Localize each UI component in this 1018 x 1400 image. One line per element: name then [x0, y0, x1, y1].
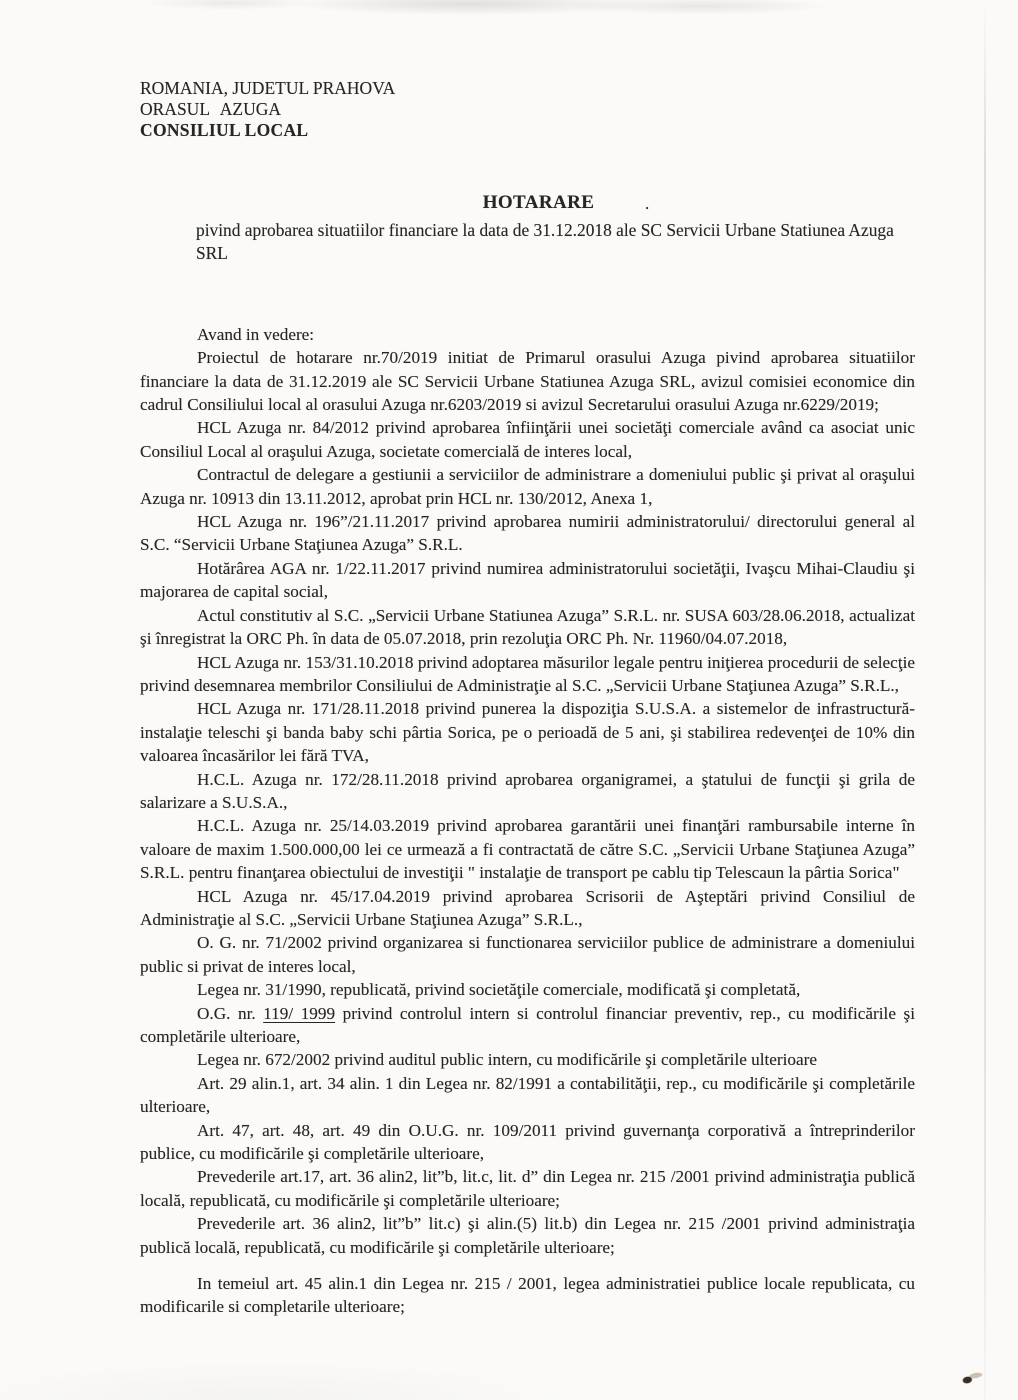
document-content	[140, 78, 915, 1319]
document-title-row	[140, 192, 915, 218]
body-paragraph: HCL Azuga nr. 171/28.11.2018 privind punerea la dispoziţia S.U.S.A. a sistemelor de infrastructură-instalaţie teleschi şi banda baby schi pârtia Sorica, pe o perioadă de 5 ani, şi stabilirea redevenţei de 10% din valoarea încasărilor lei fără TVA,	[140, 699, 915, 766]
body-paragraph: O. G. nr. 71/2002 privind organizarea si functionarea serviciilor publice de administrare a domeniului public si privat de interes local,	[140, 933, 915, 976]
og119-suffix: privind controlul intern si controlul financiar preventiv, rep., cu modificările şi completările ulterioare,	[140, 1003, 915, 1046]
body-paragraph: Legea nr. 31/1990, republicată, privind societăţile comerciale, modificată şi completată,	[197, 980, 801, 1000]
body-paragraph: Actul constitutiv al S.C. „Servicii Urbane Statiunea Azuga” S.R.L. nr. SUSA 603/28.06.2018, actualizat şi înregistrat la ORC Ph. în data de 05.07.2018, prin rezoluţia ORC Ph. Nr. 11960/04.07.2018,	[140, 605, 915, 649]
closing-paragraph: In temeiul art. 45 alin.1 din Legea nr. 215 / 2001, legea administratiei publice locale republicata, cu modificarile si completarile ulterioare;	[140, 1274, 915, 1317]
body-paragraph: Proiectul de hotarare nr.70/2019 initiat de Primarul orasului Azuga pivind aprobarea situatiilor financiare la data de 31.12.2019 ale SC Servicii Urbane Statiunea Azuga SRL, avizul comisiei economice din cadrul Consiliului local al orasului Azuga nr.6203/2019 si avizul Secretarului orasului Azuga nr.6229/2019;	[140, 348, 915, 415]
header-council-line: CONSILIUL LOCAL	[140, 120, 309, 140]
body-paragraph: Prevederile art.17, art. 36 alin2, lit”b, lit.c, lit. d” din Legea nr. 215 /2001 privind administraţia publică locală, republicată, cu modificările şi completările ulterioare;	[140, 1167, 915, 1210]
body-paragraph: H.C.L. Azuga nr. 172/28.11.2018 privind aprobarea organigramei, a ştatului de funcţii şi grila de salarizare a S.U.S.A.,	[140, 769, 915, 812]
body-paragraph: Art. 29 alin.1, art. 34 alin. 1 din Legea nr. 82/1991 a contabilităţii, rep., cu modificările şi completările ulterioare,	[140, 1073, 915, 1117]
og119-prefix: O.G. nr.	[197, 1003, 264, 1023]
header-city-line: ORASUL AZUGA	[140, 99, 282, 119]
body-paragraph-og119	[140, 1002, 915, 1049]
document-header	[140, 78, 915, 141]
body-paragraph: Prevederile art. 36 alin2, lit”b” lit.c) şi alin.(5) lit.b) din Legea nr. 215 /2001 privind administraţia publică locală, republicată, cu modificările şi completările ulterioare;	[140, 1214, 915, 1257]
scan-crease-line	[984, 0, 986, 1400]
body-paragraph: HCL Azuga nr. 84/2012 privind aprobarea înfiinţării unei societăţi comerciale având ca asociat unic Consiliul Local al oraşului Azuga, societate comercială de interes local,	[140, 418, 915, 461]
body-paragraph: HCL Azuga nr. 45/17.04.2019 privind aprobarea Scrisorii de Aşteptări privind Consiliul de Administraţie al S.C. „Servicii Urbane Staţiunea Azuga” S.R.L.,	[140, 886, 915, 929]
body-paragraph: Contractul de delegare a gestiunii a serviciilor de administrare a domeniului public şi privat al oraşului Azuga nr. 10913 din 13.11.2012, aprobat prin HCL nr. 130/2012, Anexa 1,	[140, 465, 915, 508]
title-stray-dot: .	[645, 194, 650, 213]
document-body	[140, 323, 915, 1319]
body-paragraph: HCL Azuga nr. 196”/21.11.2017 privind aprobarea numirii administratorului/ directorului general al S.C. “Servicii Urbane Staţiunea Azuga” S.R.L.	[140, 512, 915, 555]
body-paragraph: HCL Azuga nr. 153/31.10.2018 privind adoptarea măsurilor legale pentru iniţierea procedurii de selecţie privind desemnarea membrilor Consiliului de Administraţie al S.C. „Servicii Urbane Staţiunea Azuga” S.R.L.,	[140, 652, 915, 695]
body-paragraph: Legea nr. 672/2002 privind auditul public intern, cu modificările şi completările ulterioare	[197, 1050, 817, 1070]
preamble-heading: Avand in vedere:	[197, 324, 315, 344]
document-title: HOTARARE	[482, 192, 595, 213]
body-paragraph: Art. 47, art. 48, art. 49 din O.U.G. nr. 109/2011 privind guvernanţa corporativă a întreprinderilor publice, cu modificările şi completările ulterioare,	[140, 1120, 915, 1164]
body-paragraph: H.C.L. Azuga nr. 25/14.03.2019 privind aprobarea garantării unei finanţări rambursabile interne în valoare de maxim 1.500.000,00 lei ce urmează a fi contractată de către S.C. „Servicii Urbane Staţiunea Azuga” S.R.L. pentru finanţarea obiectului de investiţii " instalaţie de transport pe cablu tip Telescaun la pârtia Sorica"	[140, 816, 915, 883]
document-subtitle: pivind aprobarea situatiilor financiare la data de 31.12.2018 ale SC Servicii Urbane Statiunea Azuga SRL	[196, 220, 894, 264]
body-paragraph: Hotărârea AGA nr. 1/22.11.2017 privind numirea administratorului societăţii, Ivaşcu Mihai-Claudiu şi majorarea de capital social,	[140, 558, 915, 602]
og119-underlined-ref: 119/ 1999	[263, 1003, 336, 1023]
header-country-line: ROMANIA, JUDETUL PRAHOVA	[140, 78, 396, 98]
